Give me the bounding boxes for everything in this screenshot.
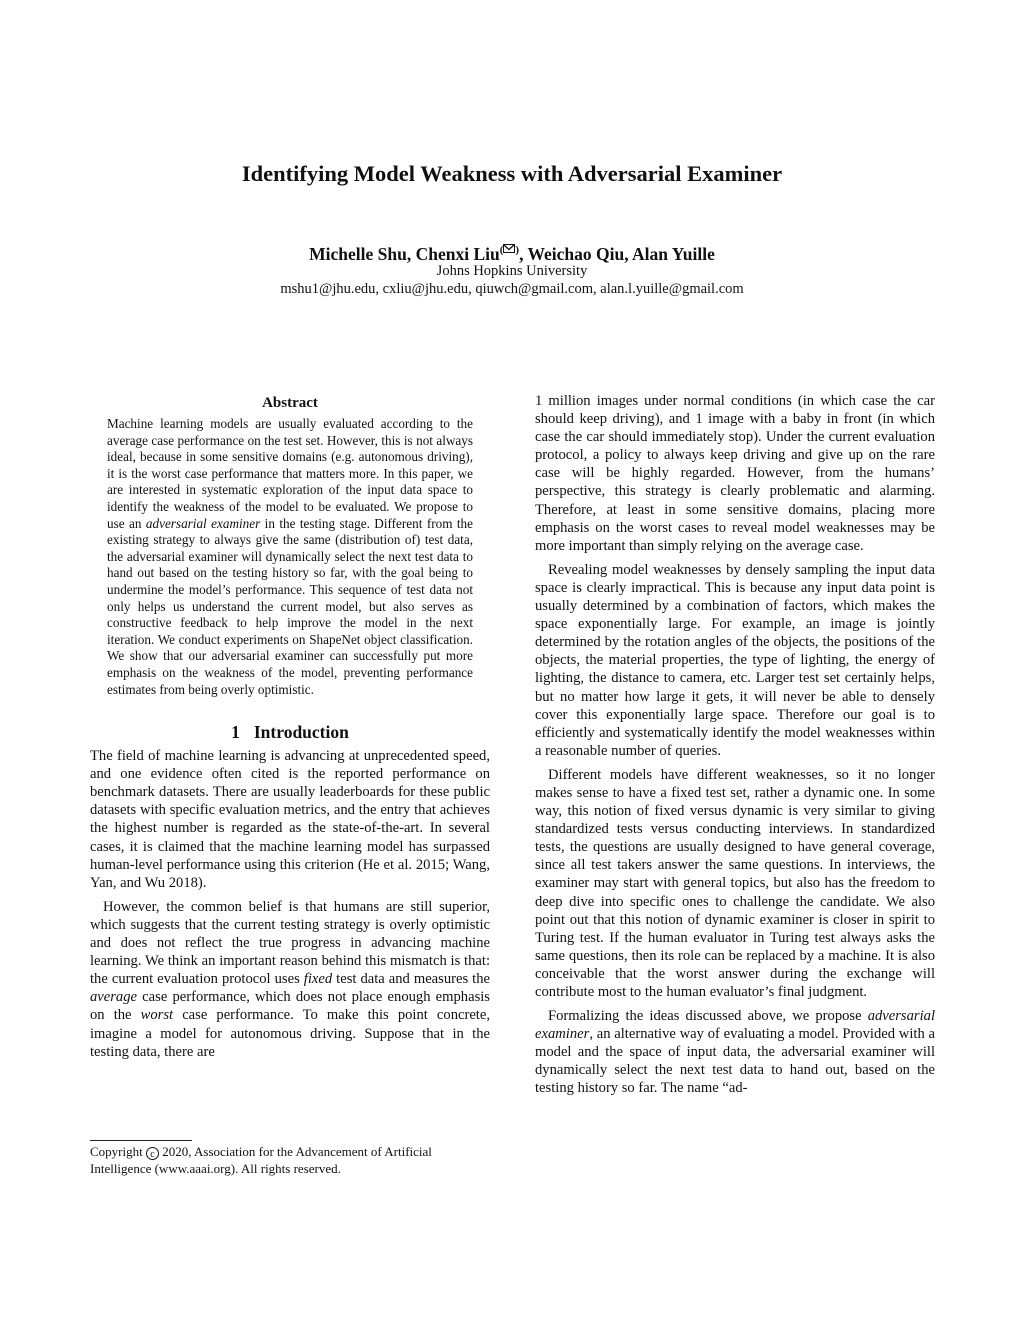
envelope-icon [503, 244, 515, 253]
emphasis-average: average [90, 989, 138, 1006]
authors-rest: , Weichao Qiu, Alan Yuille [519, 244, 715, 264]
section-number: 1 [231, 722, 240, 743]
author-emails: mshu1@jhu.edu, cxliu@jhu.edu, qiuwch@gmail.com, alan.l.yuille@gmail.com [280, 281, 744, 297]
right-column [535, 392, 935, 1104]
section-heading-introduction [90, 721, 490, 743]
emphasis-worst: worst [140, 1007, 174, 1024]
abstract-text: Machine learning models are usually evaluated according to the average case performance on the test set. However, this is not always ideal, because in some sensitive domains (e.g. autonomous driving), it is the worst case performance that matters more. In this paper, we are interested in systematic exploration of the input data space to identify the weakness of the model to be evaluated. We propose to use an [107, 416, 473, 531]
paragraph-text: case performance. To make this point concrete, imagine a model for autonomous driving. Suppose that in the testing data, there are [90, 1007, 490, 1060]
left-column [90, 392, 490, 1067]
intro-paragraph-5 [535, 1007, 935, 1097]
copyright-symbol: c [146, 1147, 159, 1160]
intro-paragraph-2 [90, 898, 490, 1061]
section-title: Introduction [253, 722, 349, 743]
intro-paragraph-4: Different models have different weaknesses, so it no longer makes sense to have a fixed test set, rather a dynamic one. In some way, this notion of fixed versus dynamic is very similar to giving standardized tests versus conducting interviews. In standardized tests, the questions are usually designed to have general coverage, since all test takers answer the same questions. In interviews, the examiner may start with general topics, but also has the freedom to deep dive into specific ones to challenge the candidate. We also point out that this notion of dynamic examiner is closer in spirit to Turing test. If the human evaluator in Turing test always asks the same questions, then its role can be replaced by a machine. It is also conceivable that the worst answer during the exchange will contribute most to the human evaluator’s final judgment. [535, 766, 935, 1000]
paragraph-text: test data and measures the [332, 971, 490, 988]
abstract-heading: Abstract [262, 395, 318, 411]
copyright-footnote [90, 1143, 490, 1177]
abstract-body [107, 416, 473, 698]
footnote-text: Copyright [90, 1144, 146, 1159]
footnote-text: 2020, Association for the Advancement of Artificial Intelligence (www.aaai.org). All rights reserved. [90, 1144, 432, 1176]
emphasis-fixed: fixed [303, 971, 333, 988]
affiliation: Johns Hopkins University [436, 263, 588, 279]
paragraph-text: However, the common belief is that humans are still superior, which suggests that the current testing strategy is overly optimistic and does not reflect the true progress in advancing machine learning. We think an important reason behind this mismatch is that: the current evaluation protocol uses [90, 898, 490, 988]
intro-paragraph-2-continued: 1 million images under normal conditions (in which case the car should keep driving), and 1 image with a baby in front (in which case the car should immediately stop). Under the current evaluation protocol, a policy to always keep driving and give up on the rare case will be highly regarded. However, from the humans’ perspective, this strategy is clearly problematic and alarming. Therefore, at least in some sensitive domains, placing more emphasis on the worst cases to reveal model weaknesses may be more important than simply relying on the average case. [535, 393, 935, 554]
paragraph-text: , an alternative way of evaluating a model. Provided with a model and the space of input data, the adversarial examiner will dynamically select the next test data to hand out, based on the testing history so far. The name “ad- [535, 1026, 935, 1097]
footnote-rule [90, 1140, 192, 1141]
authors-primary: Michelle Shu, Chenxi Liu [309, 244, 500, 264]
abstract-text: in the testing stage. Different from the existing strategy to always give the same (distribution of) test data, the adversarial examiner will dynamically select the next test data to hand out based on the testing history so far, with the goal being to undermine the model’s performance. This sequence of test data not only helps us understand the current model, but also serves as constructive feedback to help improve the model in the next iteration. We conduct experiments on ShapeNet object classification. We show that our adversarial examiner can successfully put more emphasis on the weakness of the model, preventing performance estimates from being overly optimistic. [107, 515, 474, 697]
paragraph-text: Formalizing the ideas discussed above, we propose [548, 1008, 868, 1025]
paragraph-text: case performance, which does not place enough emphasis on the [90, 989, 490, 1024]
abstract-emphasis: adversarial examiner [145, 515, 261, 531]
corresponding-author-mark: ( ) [499, 244, 520, 256]
paper-title: Identifying Model Weakness with Adversarial Examiner [241, 161, 783, 186]
intro-paragraph-3: Revealing model weaknesses by densely sampling the input data space is clearly impractical. This is because any input data point is usually determined by a combination of factors, which makes the space exponentially large. For example, an image is jointly determined by the rotation angles of the objects, the positions of the objects, the material properties, the type of lighting, the energy of lighting, the distance to camera, etc. Larger test set certainly helps, but no matter how large it gets, it will never be able to densely cover this exponentially large space. Therefore our goal is to efficiently and systematically identify the model weaknesses within a reasonable number of queries. [535, 561, 935, 759]
emphasis-adversarial-examiner: adversarial examiner [535, 1008, 935, 1043]
intro-paragraph-1: The field of machine learning is advancing at unprecedented speed, and one evidence often cited is the reported performance on benchmark datasets. There are usually leaderboards for these public datasets with specific evaluation metrics, and the entry that achieves the highest number is regarded as the state-of-the-art. In several cases, it is claimed that the machine learning model has surpassed human-level performance using this criterion (He et al. 2015; Wang, Yan, and Wu 2018). [90, 748, 490, 891]
